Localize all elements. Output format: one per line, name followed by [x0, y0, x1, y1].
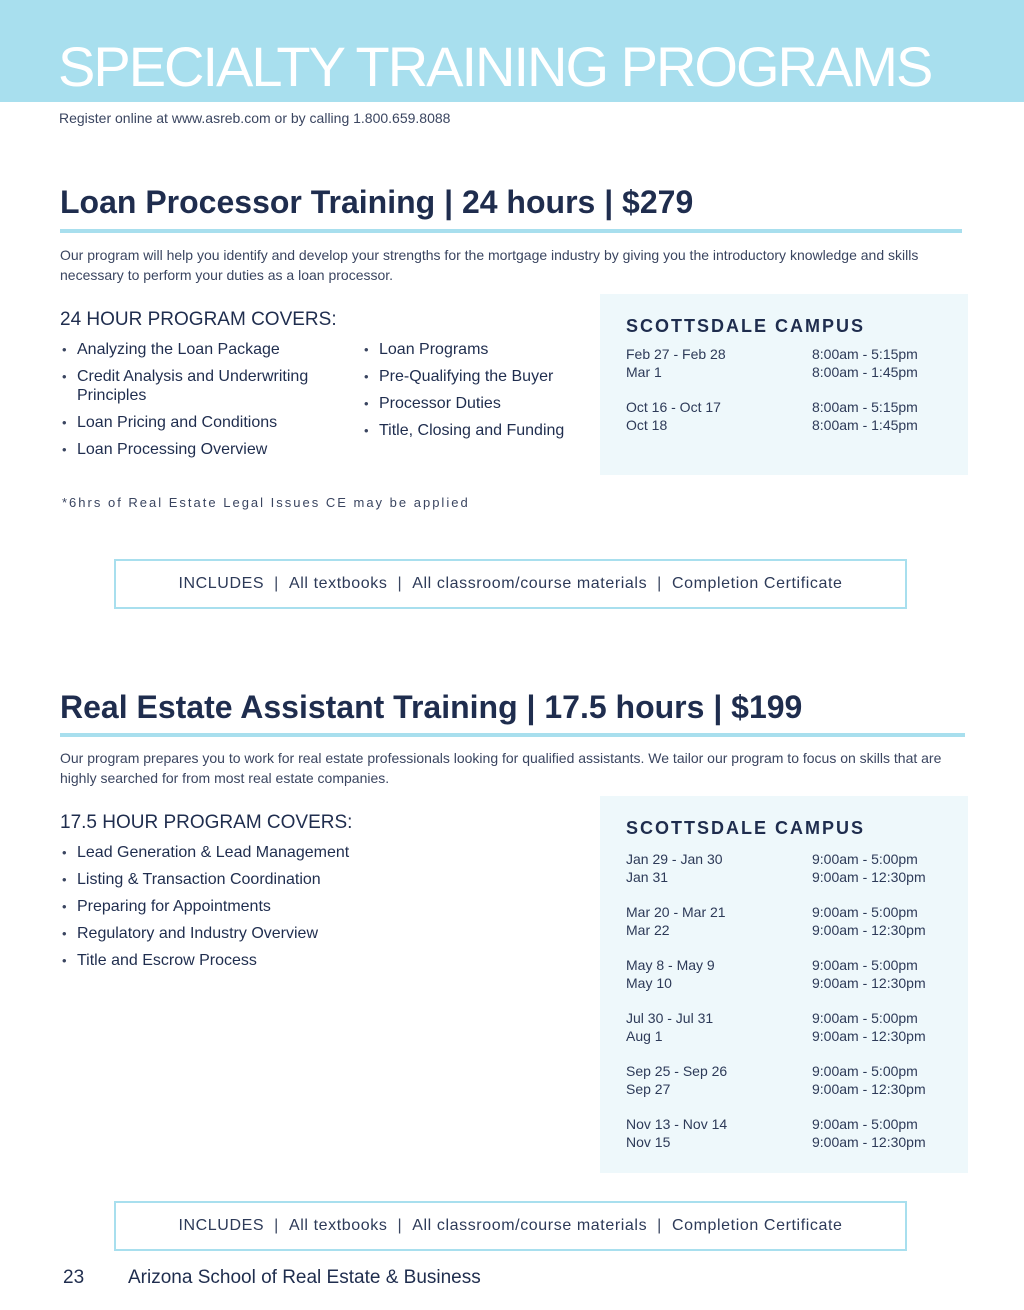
schedule-time: 9:00am - 5:00pm: [812, 1010, 918, 1026]
schedule-time: 8:00am - 1:45pm: [812, 417, 918, 433]
list-item-text: Analyzing the Loan Package: [77, 341, 280, 358]
schedule-entry: [626, 851, 946, 887]
schedule-date: Jul 30 - Jul 31: [626, 1010, 714, 1026]
ce-note: *6hrs of Real Estate Legal Issues CE may be applied: [62, 495, 470, 510]
schedule-time: 9:00am - 5:00pm: [812, 904, 918, 920]
includes-item: All textbooks: [288, 575, 388, 592]
includes-item: All classroom/course materials: [412, 575, 648, 592]
list-item-text: Credit Analysis and Underwriting Principles: [77, 368, 309, 404]
schedule-time: 9:00am - 5:00pm: [812, 1063, 918, 1079]
schedule-date: Nov 13 - Nov 14: [626, 1116, 728, 1132]
schedule-date: Jan 29 - Jan 30: [626, 851, 723, 867]
schedule-entry: [626, 346, 946, 382]
schedule-entry: [626, 399, 946, 435]
page-title: SPECIALTY TRAINING PROGRAMS: [58, 35, 932, 98]
schedule-entry: [626, 904, 946, 940]
includes-item: Completion Certificate: [671, 1217, 843, 1234]
loan-processor-rule: [60, 229, 962, 233]
list-item-text: Loan Processing Overview: [77, 441, 268, 458]
schedule-time: 8:00am - 1:45pm: [812, 364, 918, 380]
list-item: • Listing & Transaction Coordination: [62, 871, 321, 888]
assistant-campus-panel: [600, 796, 968, 1173]
schedule-time: 9:00am - 5:00pm: [812, 851, 918, 867]
footer-school-name: Arizona School of Real Estate & Business: [128, 1267, 481, 1288]
loan-processor-includes-box: INCLUDES | All textbooks | All classroom/course materials | Completion Certificate: [114, 559, 907, 609]
schedule-time: 8:00am - 5:15pm: [812, 399, 918, 415]
loan-processor-covers-heading: 24 HOUR PROGRAM COVERS:: [60, 309, 337, 330]
schedule-date: Mar 1: [626, 364, 662, 380]
schedule-entry: [626, 957, 946, 993]
list-item: • Loan Pricing and Conditions: [62, 414, 278, 431]
list-item: • Regulatory and Industry Overview: [62, 925, 318, 942]
list-item-text: Processor Duties: [379, 395, 501, 412]
list-item: • Credit Analysis and Underwriting Principles: [62, 368, 309, 404]
campus-heading: SCOTTSDALE CAMPUS: [626, 818, 866, 838]
list-item-text: Regulatory and Industry Overview: [77, 925, 318, 942]
list-item-text: Title, Closing and Funding: [379, 422, 565, 439]
assistant-rule: [60, 733, 965, 737]
loan-processor-description: Our program will help you identify and develop your strengths for the mortgage industry by giving you the introductory knowledge and skills necessary to perform your duties as a loan processor.: [60, 247, 919, 283]
list-item-text: Lead Generation & Lead Management: [77, 844, 350, 861]
list-item-text: Listing & Transaction Coordination: [77, 871, 321, 888]
schedule-date: Sep 25 - Sep 26: [626, 1063, 728, 1079]
header-banner: [0, 0, 1024, 102]
list-item: • Title and Escrow Process: [62, 952, 257, 969]
assistant-covers-heading: 17.5 HOUR PROGRAM COVERS:: [60, 812, 353, 833]
list-item: • Loan Processing Overview: [62, 441, 268, 458]
page-number: 23: [63, 1267, 85, 1288]
includes-label: INCLUDES: [178, 1217, 265, 1234]
list-item-text: Preparing for Appointments: [77, 898, 271, 915]
schedule-date: Mar 20 - Mar 21: [626, 904, 726, 920]
schedule-time: 9:00am - 12:30pm: [812, 869, 926, 885]
list-item-text: Pre-Qualifying the Buyer: [379, 368, 554, 385]
list-item-text: Title and Escrow Process: [77, 952, 257, 969]
list-item: • Preparing for Appointments: [62, 898, 271, 915]
includes-item: All classroom/course materials: [412, 1217, 648, 1234]
schedule-date: Oct 18: [626, 417, 668, 433]
assistant-includes-box: INCLUDES | All textbooks | All classroom/course materials | Completion Certificate: [114, 1201, 907, 1251]
schedule-date: Oct 16 - Oct 17: [626, 399, 721, 415]
schedule-entry: [626, 1063, 946, 1099]
loan-processor-covers-list-1: [60, 340, 350, 467]
list-item-text: Loan Pricing and Conditions: [77, 414, 278, 431]
schedule-time: 9:00am - 12:30pm: [812, 1081, 926, 1097]
loan-processor-covers-list-2: [362, 340, 592, 448]
schedule-time: 9:00am - 12:30pm: [812, 1134, 926, 1150]
list-item: • Analyzing the Loan Package: [62, 341, 280, 358]
list-item: • Processor Duties: [364, 395, 501, 412]
assistant-description: Our program prepares you to work for real estate professionals looking for qualified assistants. We tailor our program to focus on skills that are highly searched for from most real estate companies.: [60, 750, 942, 786]
list-item: • Pre-Qualifying the Buyer: [364, 368, 554, 385]
loan-processor-title: Loan Processor Training | 24 hours | $279: [60, 184, 694, 220]
list-item: • Loan Programs: [364, 341, 489, 358]
schedule-date: Jan 31: [626, 869, 669, 885]
schedule-time: 9:00am - 12:30pm: [812, 1028, 926, 1044]
assistant-title: Real Estate Assistant Training | 17.5 hours | $199: [60, 689, 803, 725]
schedule-entry: [626, 1010, 946, 1046]
includes-item: Completion Certificate: [671, 575, 843, 592]
schedule-date: Aug 1: [626, 1028, 663, 1044]
includes-label: INCLUDES: [178, 575, 265, 592]
list-item: • Title, Closing and Funding: [364, 422, 565, 439]
loan-processor-campus-panel: [600, 294, 968, 475]
schedule-entry: [626, 1116, 946, 1152]
schedule-date: May 8 - May 9: [626, 957, 715, 973]
schedule-date: Nov 15: [626, 1134, 671, 1150]
schedule-time: 9:00am - 12:30pm: [812, 922, 926, 938]
campus-heading: SCOTTSDALE CAMPUS: [626, 316, 866, 336]
list-item: • Lead Generation & Lead Management: [62, 844, 350, 861]
schedule-time: 9:00am - 5:00pm: [812, 957, 918, 973]
schedule-date: Mar 22: [626, 922, 670, 938]
schedule-time: 8:00am - 5:15pm: [812, 346, 918, 362]
assistant-schedule: [626, 851, 946, 1169]
schedule-time: 9:00am - 12:30pm: [812, 975, 926, 991]
schedule-time: 9:00am - 5:00pm: [812, 1116, 918, 1132]
loan-processor-schedule: [626, 346, 946, 452]
assistant-covers-list: [60, 843, 420, 978]
schedule-date: Sep 27: [626, 1081, 671, 1097]
schedule-date: Feb 27 - Feb 28: [626, 346, 726, 362]
includes-item: All textbooks: [288, 1217, 388, 1234]
schedule-date: May 10: [626, 975, 672, 991]
list-item-text: Loan Programs: [379, 341, 489, 358]
register-info: Register online at www.asreb.com or by calling 1.800.659.8088: [59, 110, 451, 126]
